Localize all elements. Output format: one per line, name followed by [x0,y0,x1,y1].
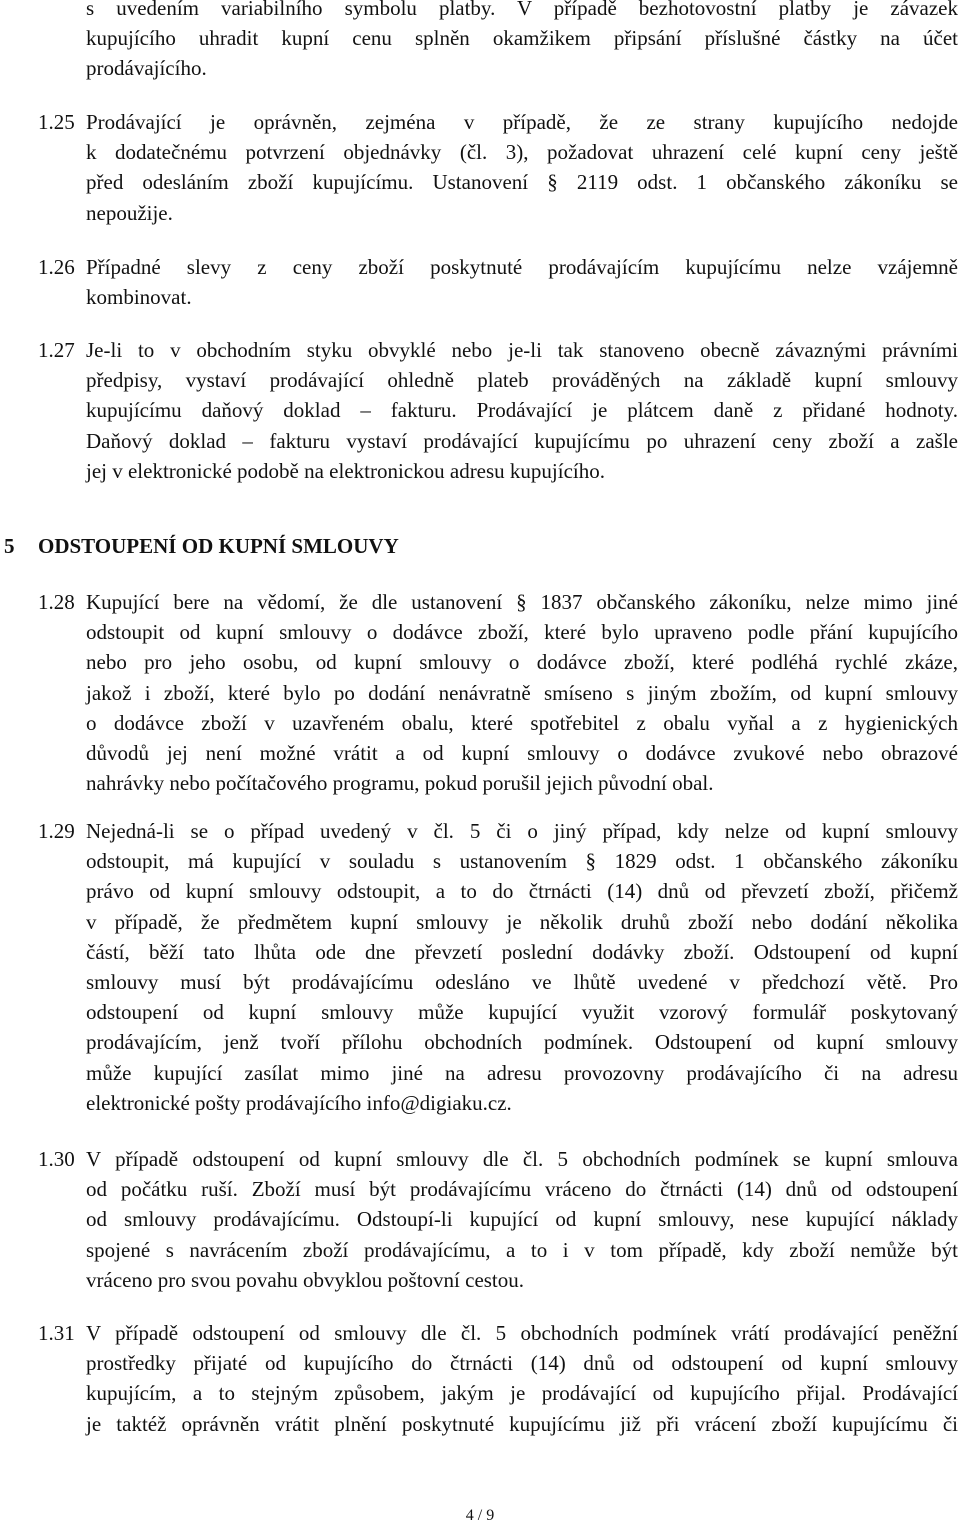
paragraph-line: Nejedná-li se o případ uvedený v čl. 5 či o jiný případ, kdy nelze od kupní smlouvy [86,819,958,843]
paragraph-line: o dodávce zboží v uzavřeném obalu, které spotřebitel z obalu vyňal a z hygienických [86,710,958,735]
intro-paragraph [86,0,958,84]
paragraph-line: Případné slevy z ceny zboží poskytnuté prodávajícím kupujícímu nelze vzájemně [86,255,958,279]
paragraph-line: Kupující bere na vědomí, že dle ustanovení § 1837 občanského zákoníku, nelze mimo jiné [86,590,958,614]
clause-1-26 [86,252,958,312]
paragraph-line: Je-li to v obchodním styku obvyklé nebo je-li tak stanoveno obecně závaznými právními [86,338,958,362]
clause-1-29 [86,816,958,1118]
section-number: 5 [4,534,15,558]
paragraph-line: Prodávající je oprávněn, zejména v případě, že ze strany kupujícího nedojde [86,110,958,134]
paragraph-line: spojené s navrácením zboží prodávajícímu, a to i v tom případě, kdy zboží nemůže být [86,1237,958,1262]
clause-number: 1.26 [38,255,75,279]
clause-number: 1.31 [38,1321,75,1345]
page-number: 4 / 9 [465,1507,495,1524]
clause-1-28 [86,587,958,798]
paragraph-line: důvodů jej není možné vrátit a od kupní smlouvy o dodávce zvukové nebo obrazové [86,741,958,766]
paragraph-line: prostředky přijaté od kupujícího do čtrnácti (14) dnů od odstoupení od kupní smlouvy [86,1351,958,1376]
paragraph-line: od smlouvy prodávajícímu. Odstoupí-li kupující od kupní smlouvy, nese kupující náklady [86,1207,958,1232]
paragraph-line: částí, běží tato lhůta ode dne převzetí poslední dodávky zboží. Odstoupení od kupní [86,939,958,964]
paragraph-line: kupujícím, a to stejným způsobem, jakým je prodávající od kupujícího přijal. Prodávající [86,1381,958,1406]
paragraph-line: prodávajícího. [86,56,207,81]
paragraph-line: kombinovat. [86,285,192,310]
paragraph-line: předpisy, vystaví prodávající ohledně plateb prováděných na základě kupní smlouvy [86,368,958,393]
paragraph-line: V případě odstoupení od smlouvy dle čl. 5 obchodních podmínek vrátí prodávající peněžní [86,1321,958,1345]
clause-1-25 [86,107,958,228]
paragraph-line: odstoupit, má kupující v souladu s ustanovením § 1829 odst. 1 občanského zákoníku [86,849,958,874]
clause-number: 1.27 [38,338,75,362]
paragraph-line: k dodatečnému potvrzení objednávky (čl. 3), požadovat uhrazení celé kupní ceny ještě [86,140,958,165]
clause-number: 1.25 [38,110,75,134]
clause-number: 1.28 [38,590,75,614]
clause-1-27 [86,335,958,486]
paragraph-line: od počátku ruší. Zboží musí být prodávajícímu vráceno do čtrnácti (14) dnů od odstoupení [86,1177,958,1202]
paragraph-line: před odesláním zboží kupujícímu. Ustanovení § 2119 odst. 1 občanského zákoníku se [86,170,958,195]
paragraph-line: právo od kupní smlouvy odstoupit, a to do čtrnácti (14) dnů od převzetí zboží, přičemž [86,879,958,904]
paragraph-line: odstoupení od kupní smlouvy může kupující využit vzorový formulář poskytovaný [86,1000,958,1025]
paragraph-line: Daňový doklad – fakturu vystaví prodávající kupujícímu po uhrazení ceny zboží a zašle [86,428,958,453]
paragraph-line: kupujícímu daňový doklad – fakturu. Prodávající je plátcem daně z přidané hodnoty. [86,398,958,423]
paragraph-line: V případě odstoupení od kupní smlouvy dle čl. 5 obchodních podmínek se kupní smlouva [86,1147,958,1171]
paragraph-line: v případě, že předmětem kupní smlouvy je několik druhů zboží nebo dodání několika [86,909,958,934]
paragraph-line: nahrávky nebo počítačového programu, pokud porušil jejich původní obal. [86,771,714,796]
section-title: ODSTOUPENÍ OD KUPNÍ SMLOUVY [38,534,399,558]
paragraph-line: jakož i zboží, které bylo po dodání nenávratně smíseno s jiným zbožím, od kupní smlouvy [86,680,958,705]
paragraph-line: jej v elektronické podobě na elektronickou adresu kupujícího. [86,458,606,483]
paragraph-line: může kupující zasílat mimo jiné na adresu provozovny prodávajícího či na adresu [86,1060,958,1085]
paragraph-line: nepoužije. [86,200,173,225]
paragraph-line: smlouvy musí být prodávajícímu odesláno ve lhůtě uvedené v předchozí větě. Pro [86,970,958,995]
clause-number: 1.29 [38,819,75,843]
paragraph-line: kupujícího uhradit kupní cenu splněn okamžikem připsání příslušné částky na účet [86,26,958,51]
paragraph-line: s uvedením variabilního symbolu platby. V případě bezhotovostní platby je závazek [86,0,958,20]
clause-1-31 [86,1318,958,1439]
paragraph-line: prodávajícím, jenž tvoří přílohu obchodních podmínek. Odstoupení od kupní smlouvy [86,1030,958,1055]
paragraph-line: nebo pro jeho osobu, od kupní smlouvy o dodávce zboží, které podléhá rychlé zkáze, [86,650,958,675]
paragraph-line: odstoupit od kupní smlouvy o dodávce zboží, které bylo upraveno podle přání kupujícího [86,620,958,645]
paragraph-line: elektronické pošty prodávajícího info@digiaku.cz. [86,1090,512,1115]
paragraph-line: je taktéž oprávněn vrátit plnění poskytnuté kupujícímu již při vrácení zboží kupujícímu či [86,1411,958,1436]
clause-number: 1.30 [38,1147,75,1171]
paragraph-line: vráceno pro svou povahu obvyklou poštovní cestou. [86,1267,525,1292]
clause-1-30 [86,1144,958,1295]
